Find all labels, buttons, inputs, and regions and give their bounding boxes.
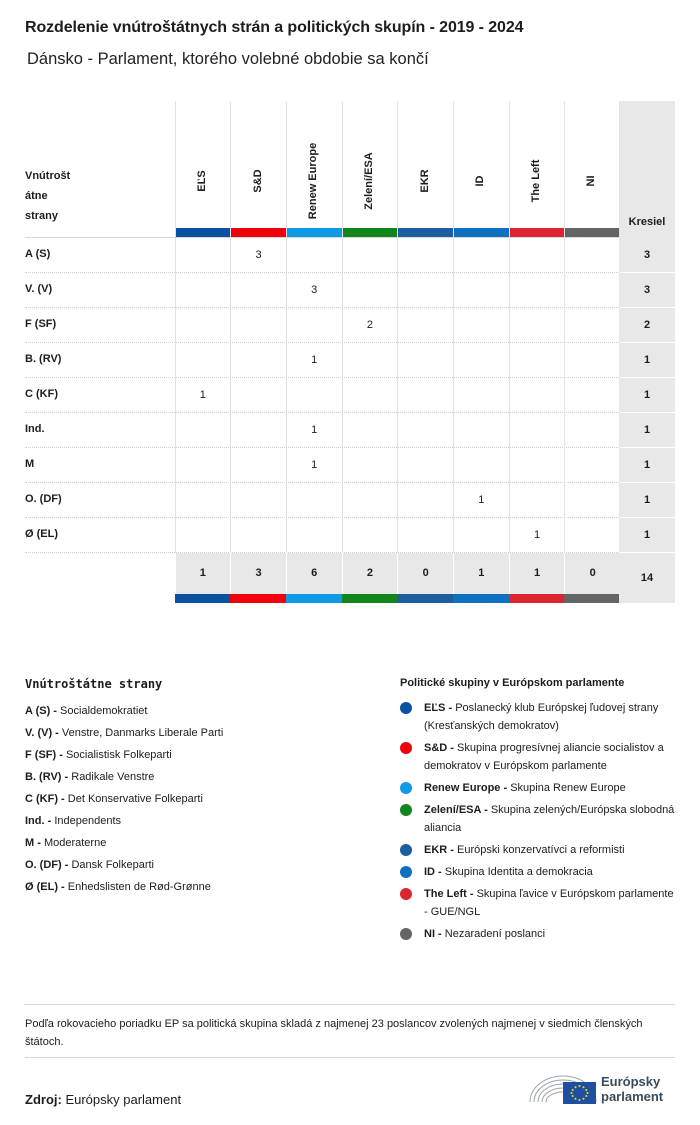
seat-cell	[397, 308, 453, 343]
group-name-label: NI	[585, 175, 598, 187]
group-abbr: S&D -	[424, 742, 454, 754]
group-legend-item	[400, 739, 675, 775]
group-full-name: Skupina progresívnej aliancie socialistov a demokratov v Európskom parlamente	[424, 742, 664, 772]
seat-cell	[397, 448, 453, 483]
seat-cell	[564, 518, 620, 553]
group-full-name: Skupina Identita a demokracia	[444, 866, 593, 878]
row-total-cell: 1	[619, 483, 675, 518]
seat-cell: 1	[286, 343, 342, 378]
seat-cell	[564, 273, 620, 308]
seat-cell	[286, 238, 342, 273]
group-abbr: EĽS -	[424, 702, 453, 714]
group-abbr: EKR -	[424, 844, 454, 856]
group-name-label: EKR	[418, 169, 431, 193]
row-header-line: Vnútrošt	[25, 170, 71, 182]
source-line	[25, 1092, 181, 1107]
seat-cell	[230, 273, 286, 308]
party-legend-item	[25, 700, 385, 722]
party-label: Ø (EL)	[25, 528, 58, 540]
group-color-bar	[565, 228, 619, 237]
group-column-header	[509, 101, 565, 237]
party-full-name: Radikale Venstre	[71, 771, 155, 783]
seat-cell	[397, 378, 453, 413]
seat-cell: 2	[342, 308, 398, 343]
seat-cell	[397, 273, 453, 308]
table-row	[25, 448, 675, 483]
row-total-cell: 2	[619, 308, 675, 343]
footnote: Podľa rokovacieho poriadku EP sa politická skupina skladá z najmenej 23 poslancov zvolených najmenej v siedmich členských štátoch.	[25, 1004, 675, 1058]
seat-cell	[175, 238, 231, 273]
group-totals-row	[25, 553, 675, 603]
seat-cell	[564, 308, 620, 343]
group-color-bar	[176, 228, 231, 237]
row-header-label	[25, 166, 85, 226]
seat-cell	[509, 483, 565, 518]
group-total-cell: 6	[286, 553, 342, 594]
table-row	[25, 483, 675, 518]
party-legend-item	[25, 766, 385, 788]
seat-cell	[286, 378, 342, 413]
group-abbr: Zelení/ESA -	[424, 804, 488, 816]
seat-cell	[175, 273, 231, 308]
page-subtitle: Dánsko - Parlament, ktorého volebné obdobie sa končí	[27, 50, 429, 68]
seat-cell	[564, 448, 620, 483]
party-label: V. (V)	[25, 283, 53, 295]
seat-cell	[175, 518, 231, 553]
seat-cell	[453, 308, 509, 343]
group-abbr: Renew Europe -	[424, 782, 508, 794]
group-color-bar	[286, 594, 342, 603]
group-color-bar	[230, 594, 286, 603]
table-header	[25, 101, 675, 238]
seat-cell	[230, 343, 286, 378]
group-full-name: Nezaradení poslanci	[444, 928, 546, 940]
group-total-cell: 1	[509, 553, 565, 594]
party-label: C (KF)	[25, 388, 58, 400]
group-legend-heading: Politické skupiny v Európskom parlamente	[400, 677, 625, 689]
table-row	[25, 518, 675, 553]
group-color-bar	[509, 594, 565, 603]
party-label: Ind.	[25, 423, 45, 435]
row-total-cell: 3	[619, 238, 675, 273]
group-column-header	[397, 101, 453, 237]
seat-cell	[342, 448, 398, 483]
seat-cell	[509, 448, 565, 483]
seat-cell	[175, 343, 231, 378]
seat-cell	[175, 413, 231, 448]
row-total-cell: 1	[619, 448, 675, 483]
group-abbr: The Left -	[424, 888, 474, 900]
seat-cell	[397, 343, 453, 378]
group-column-header	[453, 101, 509, 237]
group-color-bar	[454, 228, 509, 237]
group-name-label: Renew Europe	[307, 142, 320, 220]
group-name-label: S&D	[251, 169, 264, 193]
seat-cell	[453, 448, 509, 483]
group-total-cell: 2	[342, 553, 398, 594]
seat-cell	[564, 483, 620, 518]
seat-distribution-table	[25, 101, 675, 603]
group-name-label: ID	[474, 175, 487, 187]
group-color-bar	[231, 228, 286, 237]
seat-cell	[453, 238, 509, 273]
group-legend-item	[400, 801, 675, 837]
group-column-header	[230, 101, 286, 237]
group-color-dot-icon	[400, 888, 412, 900]
party-abbr: V. (V) -	[25, 727, 59, 739]
group-legend-item	[400, 925, 675, 943]
table-row	[25, 413, 675, 448]
table-row	[25, 308, 675, 343]
seat-cell	[286, 518, 342, 553]
seat-cell	[397, 238, 453, 273]
group-color-bar	[510, 228, 565, 237]
table-row	[25, 273, 675, 308]
row-total-cell: 1	[619, 378, 675, 413]
party-full-name: Independents	[54, 815, 122, 827]
party-legend-item	[25, 854, 385, 876]
party-full-name: Det Konservative Folkeparti	[67, 793, 203, 805]
seat-cell	[230, 518, 286, 553]
party-label: F (SF)	[25, 318, 57, 330]
seat-cell	[342, 343, 398, 378]
seat-cell	[342, 273, 398, 308]
seat-cell	[230, 378, 286, 413]
seat-cell	[564, 413, 620, 448]
group-color-bar	[343, 228, 398, 237]
party-label: O. (DF)	[25, 493, 62, 505]
party-full-name: Venstre, Danmarks Liberale Parti	[61, 727, 224, 739]
seat-cell: 3	[230, 238, 286, 273]
seat-cell	[175, 483, 231, 518]
group-full-name: Skupina ľavice v Európskom parlamente - GUE/NGL	[424, 888, 674, 918]
seat-cell	[509, 238, 565, 273]
party-abbr: B. (RV) -	[25, 771, 69, 783]
party-abbr: A (S) -	[25, 705, 57, 717]
party-abbr: M -	[25, 837, 41, 849]
seat-cell	[230, 483, 286, 518]
seat-cell	[342, 238, 398, 273]
seat-cell	[453, 413, 509, 448]
seat-cell	[230, 448, 286, 483]
group-total-cell: 3	[230, 553, 286, 594]
party-legend-item	[25, 788, 385, 810]
seat-cell	[175, 308, 231, 343]
table-row	[25, 343, 675, 378]
group-color-bar	[453, 594, 509, 603]
party-full-name: Moderaterne	[43, 837, 107, 849]
party-label: B. (RV)	[25, 353, 62, 365]
party-abbr: Ø (EL) -	[25, 881, 65, 893]
group-full-name: Skupina zelených/Európska slobodná aliancia	[424, 804, 675, 834]
seat-cell	[453, 378, 509, 413]
seat-cell	[397, 483, 453, 518]
seat-cell	[453, 273, 509, 308]
table-row	[25, 238, 675, 273]
group-total-cell: 0	[564, 553, 620, 594]
party-label: A (S)	[25, 248, 51, 260]
group-total-cell: 0	[397, 553, 453, 594]
seat-cell	[564, 378, 620, 413]
seat-cell: 1	[509, 518, 565, 553]
seat-cell	[509, 273, 565, 308]
group-column-header	[564, 101, 620, 237]
seat-cell	[564, 343, 620, 378]
party-legend-item	[25, 810, 385, 832]
parliament-hemicycle-icon	[528, 1068, 598, 1106]
party-legend	[25, 677, 385, 898]
group-color-bar	[564, 594, 620, 603]
european-parliament-logo	[528, 1068, 678, 1106]
group-color-dot-icon	[400, 928, 412, 940]
group-legend-item	[400, 779, 675, 797]
party-full-name: Dansk Folkeparti	[71, 859, 154, 871]
party-abbr: F (SF) -	[25, 749, 63, 761]
party-full-name: Enhedslisten de Rød-Grønne	[67, 881, 211, 893]
group-color-bar	[342, 594, 398, 603]
group-color-bar	[175, 594, 231, 603]
group-abbr: ID -	[424, 866, 442, 878]
group-total-cell: 1	[175, 553, 231, 594]
row-header-line: átne	[25, 190, 48, 202]
party-legend-item	[25, 744, 385, 766]
group-full-name: Európski konzervatívci a reformisti	[457, 844, 625, 856]
source-label: Zdroj:	[25, 1092, 62, 1107]
group-color-dot-icon	[400, 844, 412, 856]
seat-cell	[453, 518, 509, 553]
logo-text-line1: Európsky	[601, 1074, 661, 1089]
seat-cell	[509, 343, 565, 378]
group-color-dot-icon	[400, 702, 412, 714]
seat-cell: 1	[175, 378, 231, 413]
row-header-line: strany	[25, 210, 59, 222]
seat-cell	[342, 518, 398, 553]
seat-cell	[286, 308, 342, 343]
party-full-name: Socialdemokratiet	[60, 705, 148, 717]
group-legend-item	[400, 699, 675, 735]
party-legend-item	[25, 722, 385, 744]
party-abbr: C (KF) -	[25, 793, 65, 805]
seat-cell: 3	[286, 273, 342, 308]
seat-cell	[509, 378, 565, 413]
party-abbr: O. (DF) -	[25, 859, 69, 871]
group-column-header	[342, 101, 398, 237]
group-color-dot-icon	[400, 782, 412, 794]
party-abbr: Ind. -	[25, 815, 52, 827]
group-color-bar	[287, 228, 342, 237]
group-legend-item	[400, 885, 675, 921]
seat-cell	[397, 518, 453, 553]
party-legend-item	[25, 876, 385, 898]
seat-cell	[342, 378, 398, 413]
seat-cell	[230, 308, 286, 343]
seat-cell	[230, 413, 286, 448]
seat-cell	[342, 413, 398, 448]
page-title: Rozdelenie vnútroštátnych strán a politických skupín - 2019 - 2024	[25, 19, 524, 36]
group-legend	[400, 677, 675, 947]
row-total-cell: 1	[619, 343, 675, 378]
seat-cell	[397, 413, 453, 448]
group-legend-item	[400, 863, 675, 881]
group-legend-item	[400, 841, 675, 859]
grand-total-cell: 14	[619, 553, 675, 603]
total-header: Kresiel	[619, 101, 675, 238]
group-name-label: The Left	[530, 159, 543, 203]
logo-text-line2: parlament	[601, 1089, 664, 1104]
seat-cell	[564, 238, 620, 273]
group-total-cell: 1	[453, 553, 509, 594]
group-abbr: NI -	[424, 928, 442, 940]
group-color-bar	[397, 594, 453, 603]
row-total-cell: 3	[619, 273, 675, 308]
group-color-bar	[398, 228, 453, 237]
seat-cell	[453, 343, 509, 378]
seat-cell: 1	[286, 448, 342, 483]
seat-cell	[286, 483, 342, 518]
group-color-dot-icon	[400, 742, 412, 754]
seat-cell	[509, 413, 565, 448]
group-name-label: Zelení/ESA	[362, 152, 375, 210]
party-legend-heading: Vnútroštátne strany	[25, 677, 163, 691]
group-column-header	[175, 101, 231, 237]
group-color-dot-icon	[400, 804, 412, 816]
group-full-name: Skupina Renew Europe	[510, 782, 626, 794]
seat-cell	[509, 308, 565, 343]
seat-cell	[342, 483, 398, 518]
row-total-cell: 1	[619, 518, 675, 553]
party-legend-item	[25, 832, 385, 854]
table-row	[25, 378, 675, 413]
group-column-header	[286, 101, 342, 237]
group-color-dot-icon	[400, 866, 412, 878]
seat-cell	[175, 448, 231, 483]
group-full-name: Poslanecký klub Európskej ľudovej strany (Kresťanských demokratov)	[424, 702, 659, 732]
source-value: Európsky parlament	[65, 1092, 182, 1107]
seat-cell: 1	[286, 413, 342, 448]
party-full-name: Socialistisk Folkeparti	[65, 749, 172, 761]
group-name-label: EĽS	[195, 170, 208, 192]
row-total-cell: 1	[619, 413, 675, 448]
party-label: M	[25, 458, 35, 470]
seat-cell: 1	[453, 483, 509, 518]
